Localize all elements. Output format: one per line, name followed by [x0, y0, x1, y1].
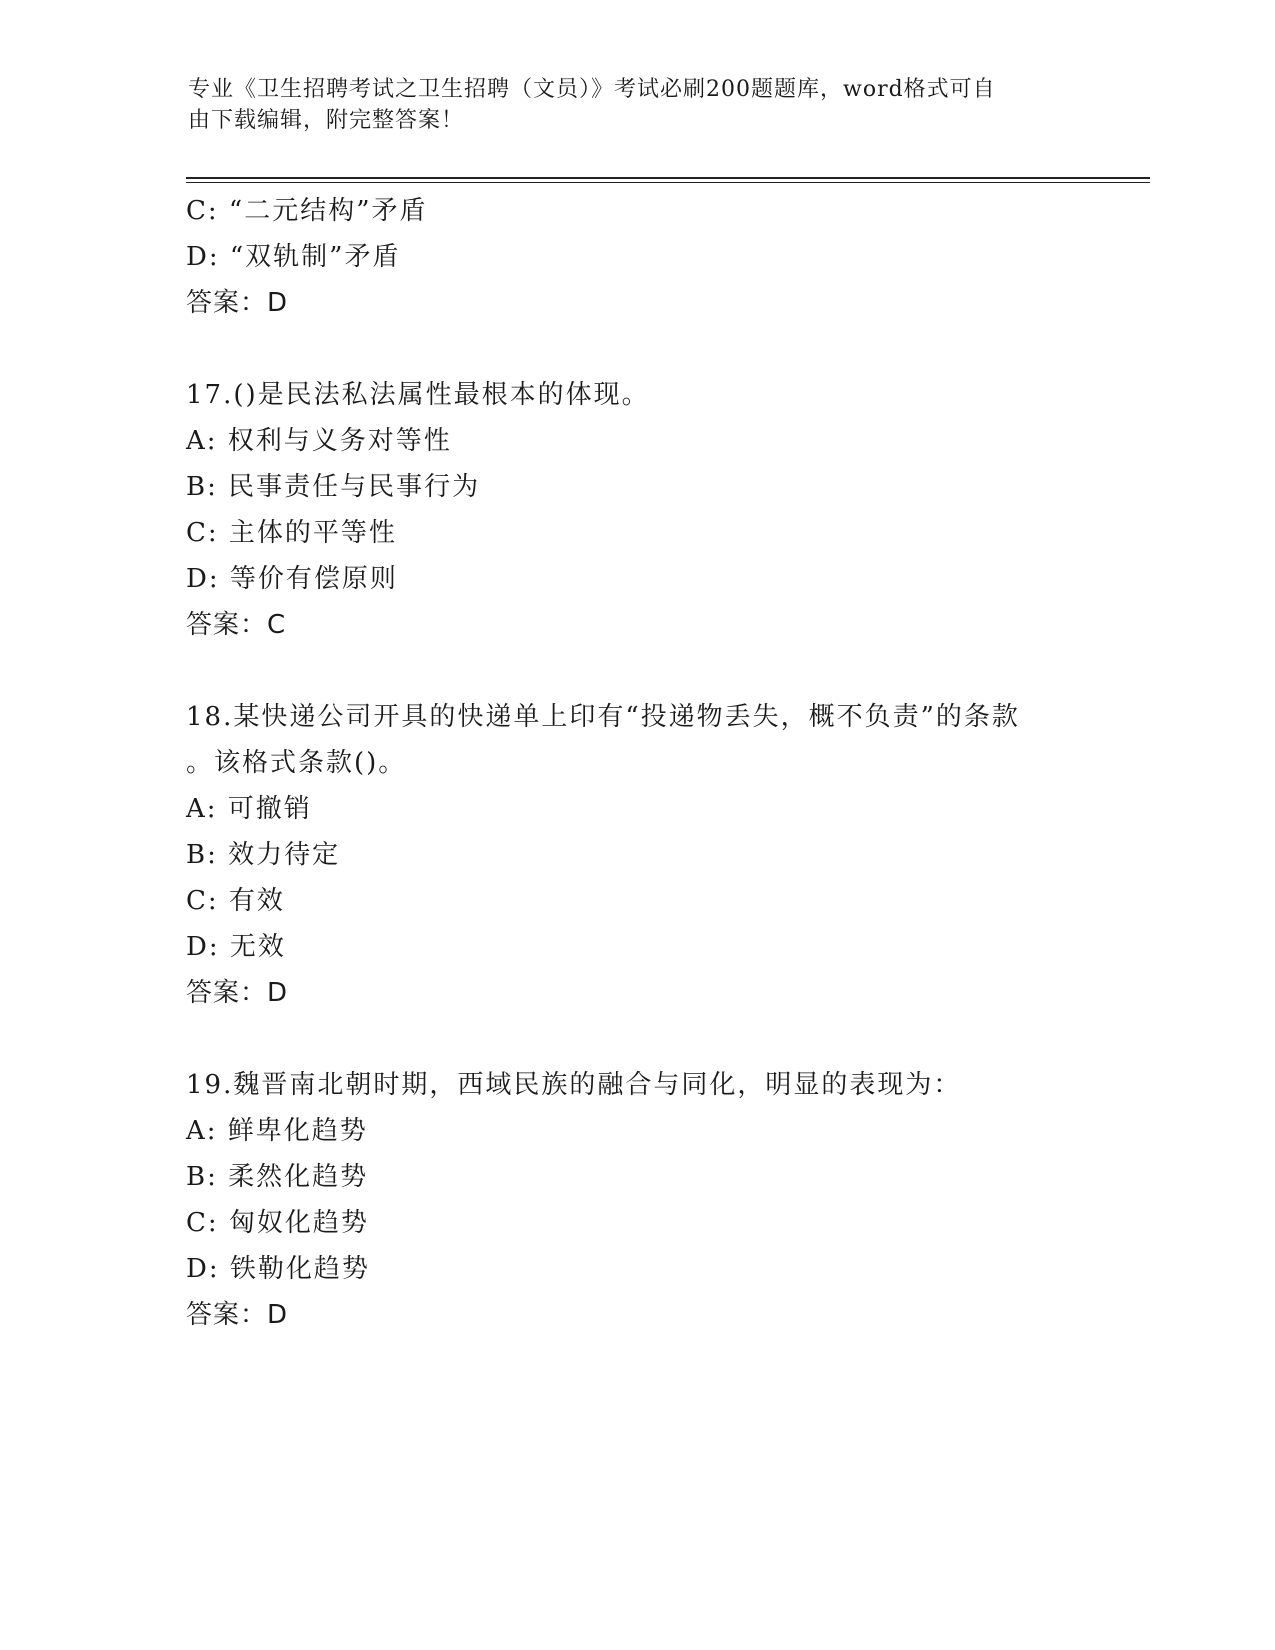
option-d: D: 无效 [186, 932, 286, 962]
question-block-18 [186, 694, 1086, 1016]
option-b: B: 柔然化趋势 [186, 1162, 369, 1192]
answer-line: 答案：D [186, 1300, 289, 1330]
question-block-19 [186, 1062, 1086, 1338]
question-content [186, 188, 1086, 1338]
option-c: C: 主体的平等性 [186, 518, 397, 548]
option-a: A: 权利与义务对等性 [186, 426, 452, 456]
option-d: D: “双轨制”矛盾 [186, 242, 401, 272]
header-title-line-2: 由下载编辑，附完整答案！ [188, 108, 465, 133]
answer-line: 答案：C [186, 610, 287, 640]
option-c: C: “二元结构”矛盾 [186, 196, 428, 226]
question-block-17 [186, 372, 1086, 648]
header-rule-thick [186, 177, 1150, 179]
header-rule-thin [186, 182, 1150, 183]
question-stem: 17.()是民法私法属性最根本的体现。 [186, 380, 650, 410]
header-title-line-1: 专业《卫生招聘考试之卫生招聘（文员）》考试必刷200题题库，word格式可自 [188, 77, 996, 102]
option-d: D: 铁勒化趋势 [186, 1254, 370, 1284]
spacer [186, 648, 1086, 694]
question-stem-continued: 。该格式条款()。 [186, 748, 407, 778]
answer-line: 答案：D [186, 288, 289, 318]
option-a: A: 鲜卑化趋势 [186, 1116, 368, 1146]
option-c: C: 有效 [186, 886, 285, 916]
option-d: D: 等价有偿原则 [186, 564, 398, 594]
document-header [188, 74, 1078, 136]
answer-line: 答案：D [186, 978, 289, 1008]
option-c: C: 匈奴化趋势 [186, 1208, 369, 1238]
prev-question-tail [186, 188, 1086, 326]
option-a: A: 可撤销 [186, 794, 312, 824]
option-b: B: 效力待定 [186, 840, 341, 870]
spacer [186, 326, 1086, 372]
option-b: B: 民事责任与民事行为 [186, 472, 481, 502]
question-stem: 19.魏晋南北朝时期，西域民族的融合与同化，明显的表现为： [186, 1070, 962, 1100]
spacer [186, 1016, 1086, 1062]
question-stem: 18.某快递公司开具的快递单上印有“投递物丢失，概不负责”的条款 [186, 702, 1020, 732]
